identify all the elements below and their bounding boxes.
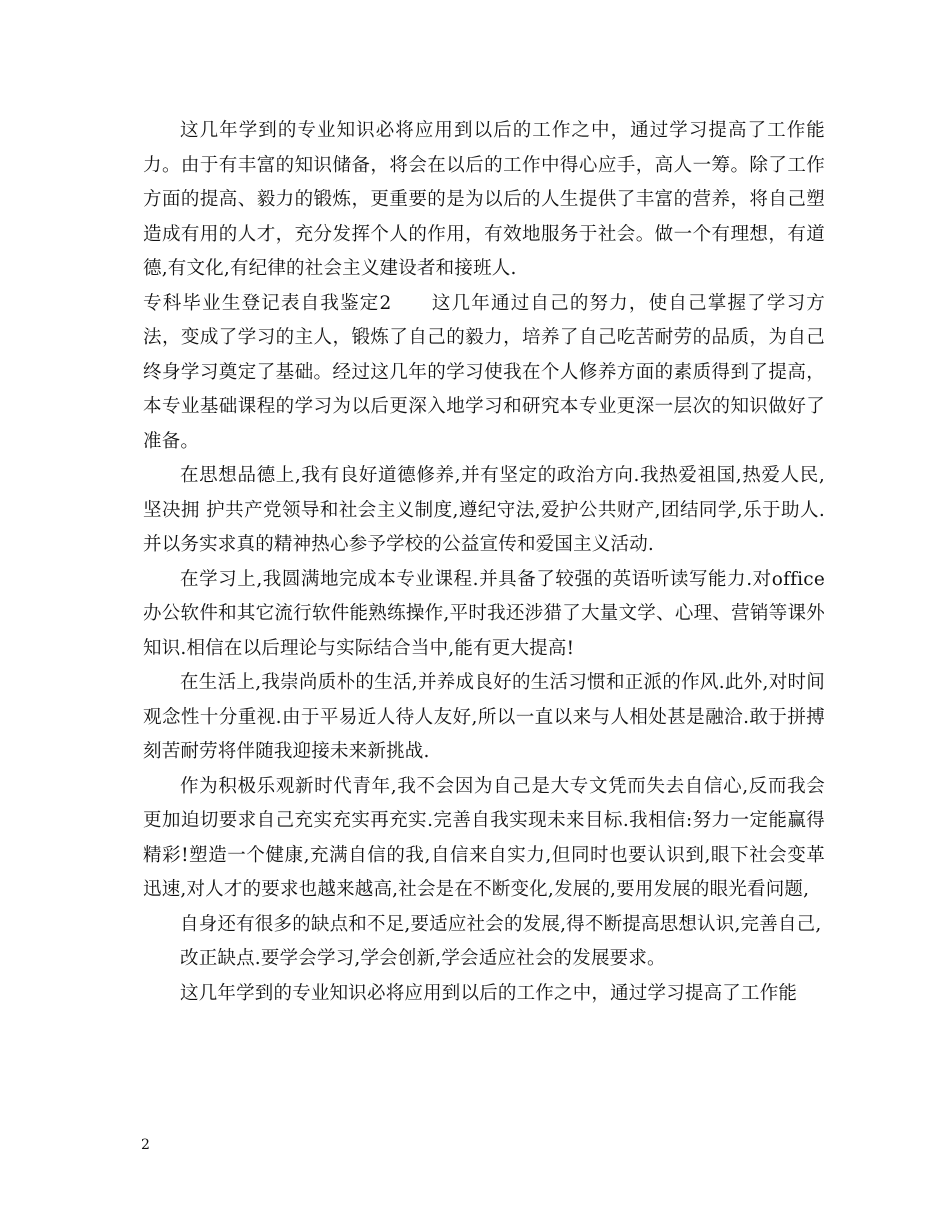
- paragraph-1: 这几年学到的专业知识必将应用到以后的工作之中，通过学习提高了工作能力。由于有丰富的知识储备，将会在以后的工作中得心应手，高人一筹。除了工作方面的提高、毅力的锻炼，更重要的是为以后的人生提供了丰富的营养，将自己塑造成有用的人才，充分发挥个人的作用，有效地服务于社会。做一个有理想，有道德,有文化,有纪律的社会主义建设者和接班人.: [143, 120, 825, 279]
- document-body: [143, 114, 825, 1011]
- paragraph-2: 专科毕业生登记表自我鉴定2 这几年通过自己的努力，使自己掌握了学习方法，变成了学习的主人，锻炼了自己的毅力，培养了自己吃苦耐劳的品质，为自己终身学习奠定了基础。经过这几年的学习使我在个人修养方面的素质得到了提高，本专业基础课程的学习为以后更深入地学习和研究本专业更深一层次的知识做好了准备。: [143, 292, 825, 452]
- paragraph-8: 改正缺点.要学会学习,学会创新,学会适应社会的发展要求。: [180, 948, 666, 969]
- paragraph-6: 作为积极乐观新时代青年,我不会因为自己是大专文凭而失去自信心,反而我会更加迫切要求自己充实充实再充实.完善自我实现未来目标.我相信:努力一定能赢得精彩!塑造一个健康,充满自信的我,自信来自实力,但同时也要认识到,眼下社会变革迅速,对人才的要求也越来越高,社会是在不断变化,发展的,要用发展的眼光看问题,: [143, 775, 825, 900]
- paragraph-9: 这几年学到的专业知识必将应用到以后的工作之中，通过学习提高了工作能: [180, 982, 798, 1004]
- paragraph-3: 在思想品德上,我有良好道德修养,并有坚定的政治方向.我热爱祖国,热爱人民,坚决拥 护共产党领导和社会主义制度,遵纪守法,爱护公共财产,团结同学,乐于助人.并以务实求真的精神热心参予学校的公益宣传和爱国主义活动.: [143, 465, 825, 555]
- paragraph-5: 在生活上,我崇尚质朴的生活,并养成良好的生活习惯和正派的作风.此外,对时间观念性十分重视.由于平易近人待人友好,所以一直以来与人相处甚是融洽.敢于拼搏刻苦耐劳将伴随我迎接未来新挑战.: [143, 672, 825, 762]
- paragraph-4: 在学习上,我圆满地完成本专业课程.并具备了较强的英语听读写能力.对office办公软件和其它流行软件能熟练操作,平时我还涉猎了大量文学、心理、营销等课外知识.相信在以后理论与实际结合当中,能有更大提高!: [143, 568, 825, 659]
- page-number: 2: [141, 1137, 150, 1153]
- paragraph-7: 自身还有很多的缺点和不足,要适应社会的发展,得不断提高思想认识,完善自己,: [180, 913, 822, 935]
